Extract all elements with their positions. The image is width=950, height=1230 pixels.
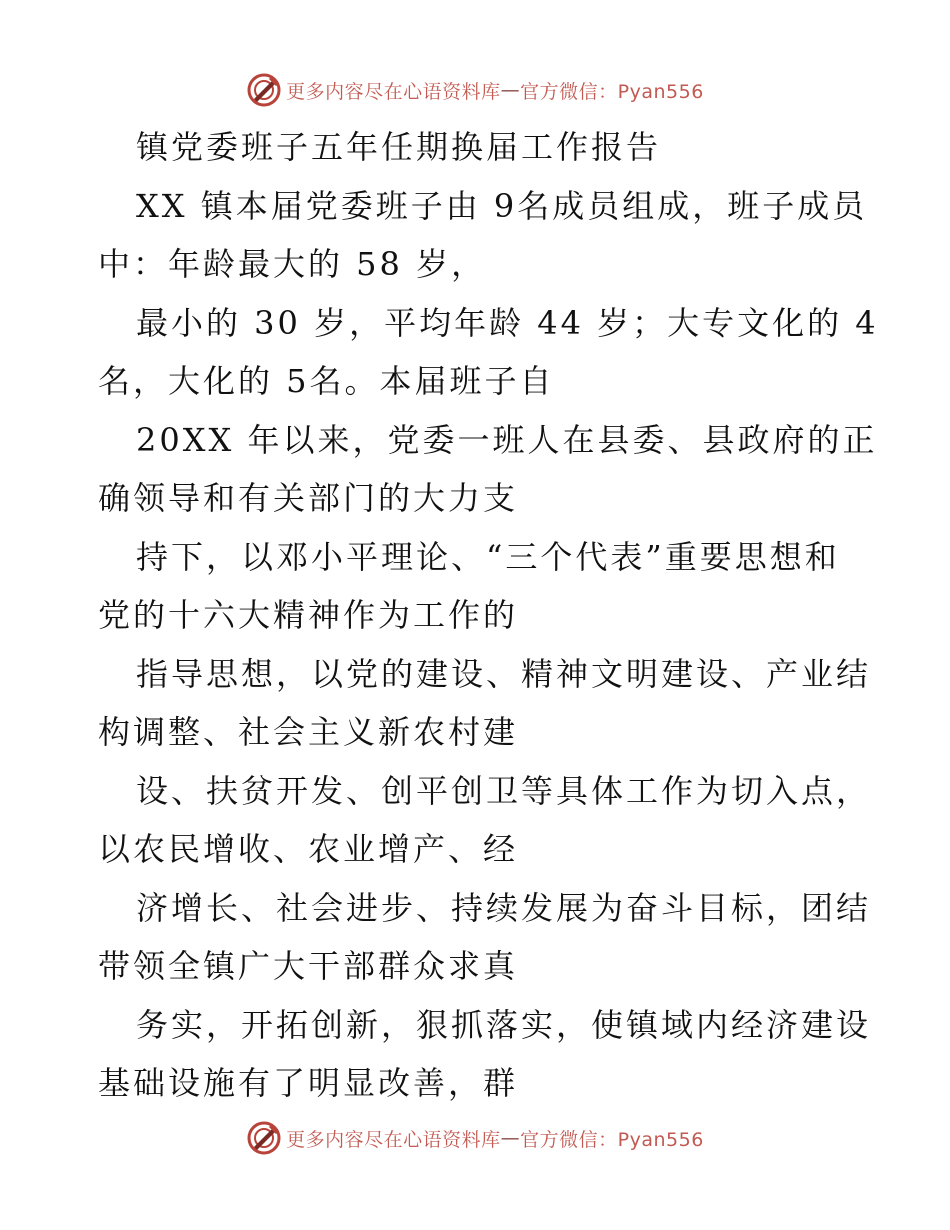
text-line: 中：年龄最大的 58 岁， — [98, 245, 487, 283]
text-line: 基础设施有了明显改善，群 — [98, 1064, 519, 1102]
text-line: 济增长、社会进步、持续发展为奋斗目标，团结 — [136, 888, 872, 927]
text-line: 20XX 年以来，党委一班人在县委、县政府的正 — [136, 420, 878, 459]
watermark-wechat: 官方微信：Pyan556 — [520, 1128, 704, 1151]
text-line: 名，大化的 5名。本届班子自 — [98, 362, 555, 400]
text-line: 指导思想，以党的建设、精神文明建设、产业结 — [136, 654, 872, 693]
text-line: 务实，开拓创新，狠抓落实，使镇域内经济建设 — [136, 1005, 872, 1044]
text-line: 确领导和有关部门的大力支 — [98, 479, 519, 517]
logo-icon — [246, 1120, 282, 1156]
text-line: 设、扶贫开发、创平创卫等具体工作为切入点， — [136, 771, 872, 810]
watermark-separator: — — [500, 79, 521, 101]
text-line: 带领全镇广大干部群众求真 — [98, 947, 519, 985]
text-line: 持下，以邓小平理论、“三个代表”重要思想和 — [136, 537, 840, 576]
logo-icon — [246, 72, 282, 108]
document-title: 镇党委班子五年任期换届工作报告 — [136, 128, 662, 166]
document-body — [98, 118, 879, 1113]
text-line: 最小的 30 岁，平均年龄 44 岁；大专文化的 4 — [136, 303, 879, 342]
footer-watermark — [0, 1118, 950, 1158]
text-line: XX 镇本届党委班子由 9名成员组成，班子成员 — [136, 186, 868, 225]
header-watermark — [0, 70, 950, 110]
watermark-text: 更多内容尽在心语资料库 — [286, 80, 501, 103]
text-line: 以农民增收、农业增产、经 — [98, 830, 519, 868]
watermark-wechat: 官方微信：Pyan556 — [520, 80, 704, 103]
watermark-separator: — — [500, 1127, 521, 1149]
text-line: 党的十六大精神作为工作的 — [98, 596, 519, 634]
watermark-text: 更多内容尽在心语资料库 — [286, 1128, 501, 1151]
text-line: 构调整、社会主义新农村建 — [98, 713, 519, 751]
